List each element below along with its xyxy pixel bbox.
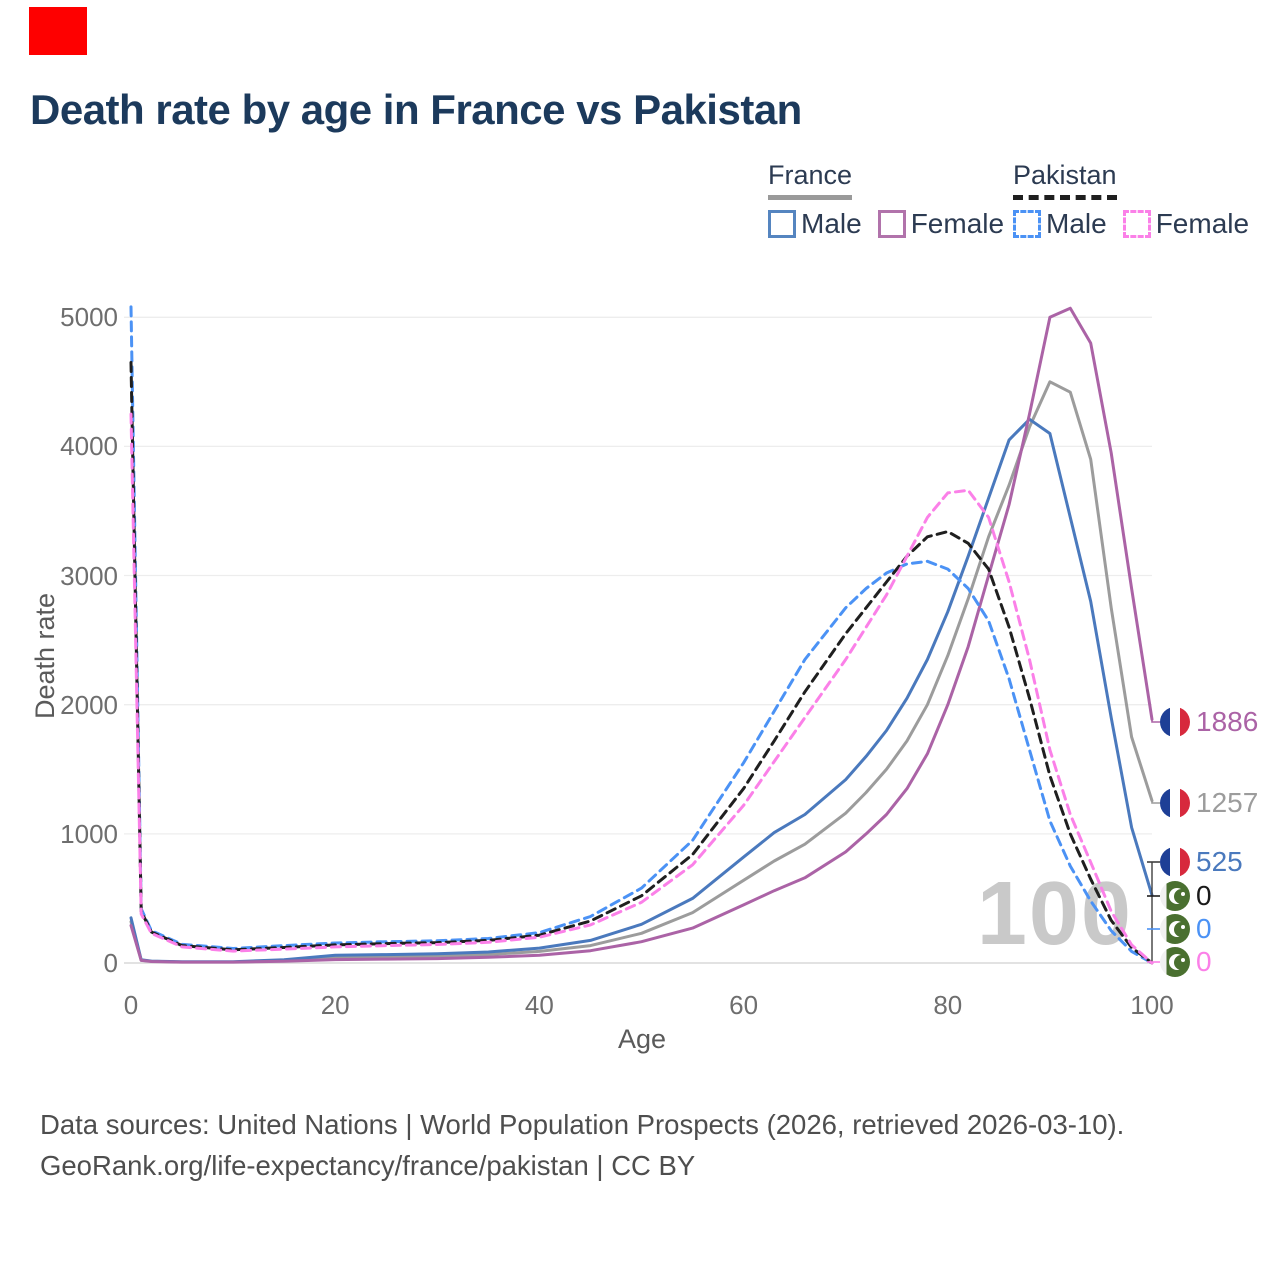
y-tick-label: 4000 xyxy=(60,431,118,462)
page-title: Death rate by age in France vs Pakistan xyxy=(30,86,802,133)
end-label-row xyxy=(1160,707,1258,737)
end-label-row xyxy=(1160,947,1212,977)
end-value-label: 1257 xyxy=(1196,787,1259,818)
pakistan-flag-icon xyxy=(1160,914,1190,944)
france-flag-icon xyxy=(1160,707,1190,737)
legend-label: Female xyxy=(910,208,1005,239)
x-tick-label: 80 xyxy=(933,990,963,1020)
crescent-star-icon xyxy=(1181,892,1185,896)
legend-label: Male xyxy=(801,208,862,239)
y-tick-label: 5000 xyxy=(60,302,118,333)
x-tick-label: 0 xyxy=(123,990,139,1020)
crescent-star-icon xyxy=(1181,958,1185,962)
france-flag-icon xyxy=(1160,847,1190,877)
end-value-label: 525 xyxy=(1196,846,1243,877)
end-label-row xyxy=(1160,847,1243,877)
x-tick-label: 20 xyxy=(320,990,350,1020)
pakistan-flag-icon xyxy=(1160,947,1190,977)
x-axis-title: Age xyxy=(617,1024,667,1054)
legend-label: Female xyxy=(1155,208,1250,239)
end-label-row xyxy=(1160,914,1212,944)
data-sources-line: Data sources: United Nations | World Population Prospects (2026, retrieved 2026-03-10). xyxy=(40,1109,1125,1140)
y-tick-label: 0 xyxy=(103,948,118,978)
end-label-row xyxy=(1160,788,1258,818)
end-value-label: 0 xyxy=(1196,946,1212,977)
chart-footer xyxy=(40,1104,1124,1186)
end-value-label: 1886 xyxy=(1196,706,1259,737)
end-label-row xyxy=(1160,881,1212,911)
attribution-line: GeoRank.org/life-expectancy/france/pakistan | CC BY xyxy=(40,1150,696,1181)
crescent-star-icon xyxy=(1181,925,1185,929)
y-axis-title: Death rate xyxy=(30,592,60,720)
pakistan-flag-icon xyxy=(1160,881,1190,911)
y-tick-label: 2000 xyxy=(60,689,118,720)
y-tick-label: 3000 xyxy=(60,560,118,591)
legend-title-pakistan: Pakistan xyxy=(1013,160,1117,200)
end-value-label: 0 xyxy=(1196,880,1212,911)
x-tick-label: 60 xyxy=(729,990,759,1020)
legend-title-france: France xyxy=(768,160,852,200)
france-flag-icon xyxy=(1160,788,1190,818)
legend-label: Male xyxy=(1046,208,1107,239)
x-tick-label: 100 xyxy=(1130,990,1174,1020)
end-value-label: 0 xyxy=(1196,913,1212,944)
y-tick-label: 1000 xyxy=(60,818,118,849)
x-tick-label: 40 xyxy=(524,990,554,1020)
age-watermark: 100 xyxy=(976,864,1133,964)
